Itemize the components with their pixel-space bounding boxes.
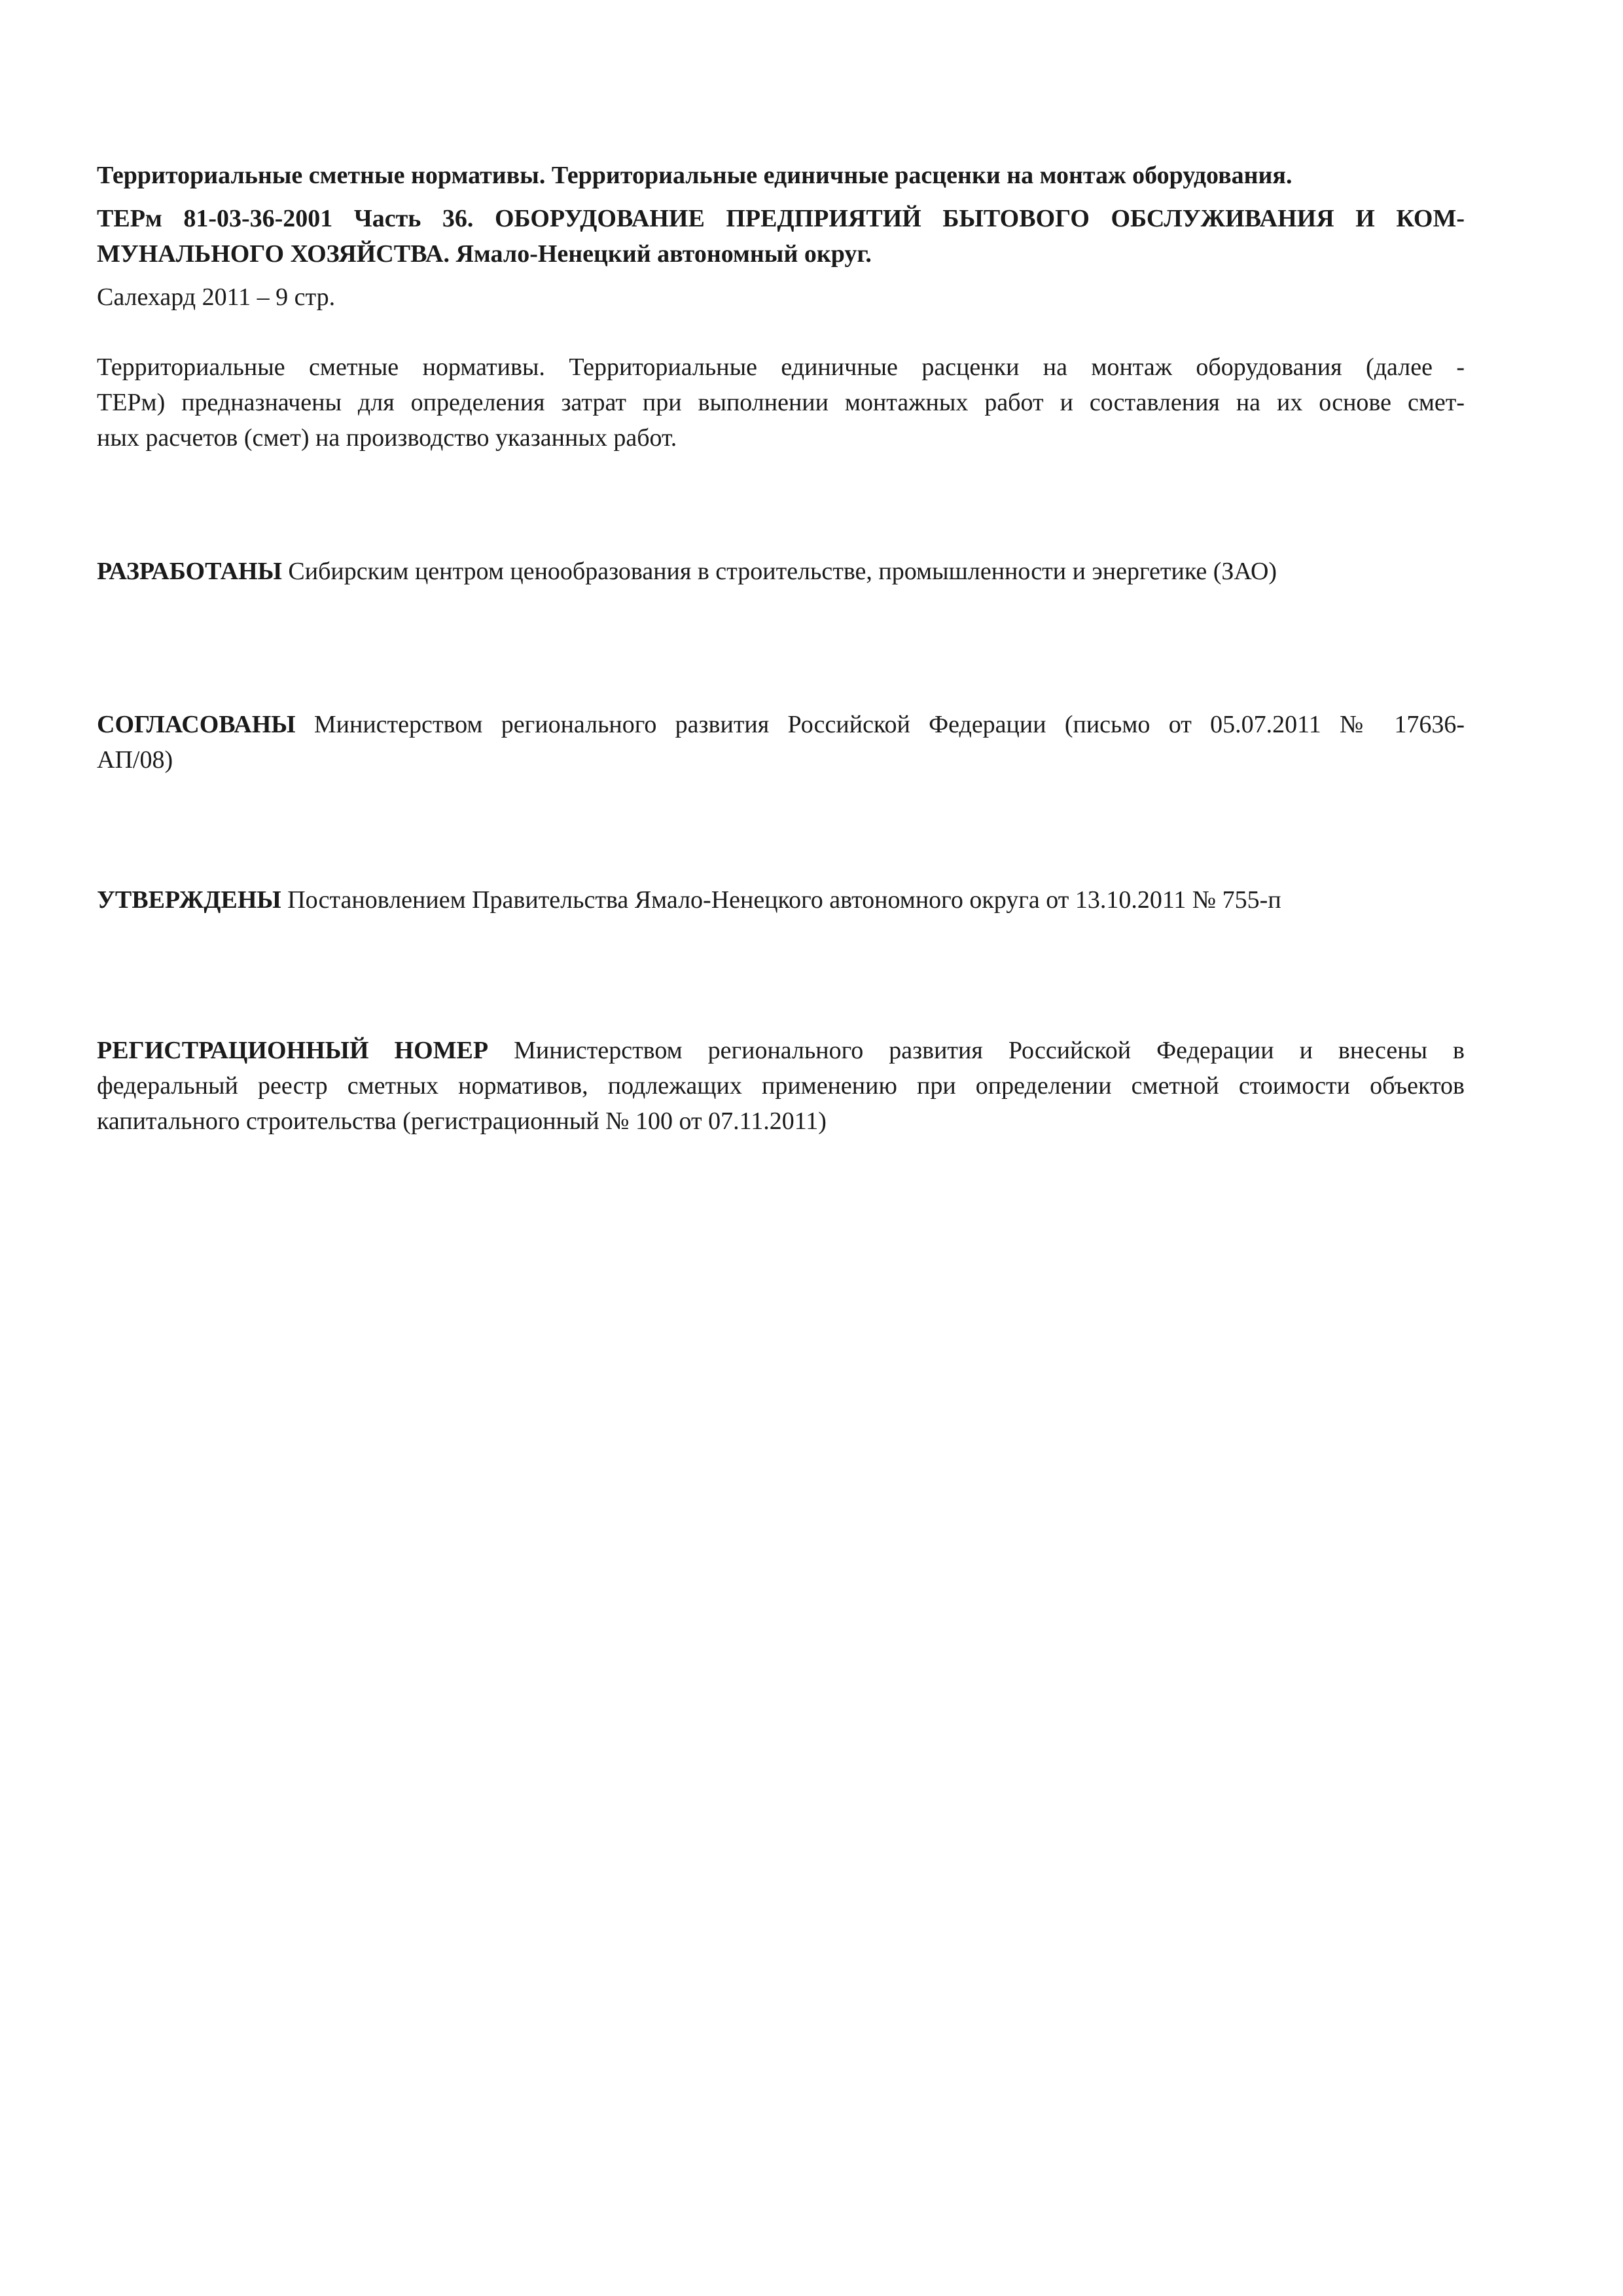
agreed-paragraph (97, 707, 1465, 778)
subtitle-line-1: ТЕРм 81-03-36-2001 Часть 36. ОБОРУДОВАНИЕ ПРЕДПРИЯТИЙ БЫТОВОГО ОБСЛУЖИВАНИЯ И КОМ- (97, 205, 1465, 232)
approved-paragraph (97, 882, 1465, 918)
subtitle-line-2-upper: МУНАЛЬНОГО ХОЗЯЙСТВА. (97, 240, 450, 268)
imprint-line: Салехард 2011 – 9 стр. (97, 283, 336, 311)
agreed-line-2: АП/08) (97, 746, 173, 774)
agreed-text-1: Министерством регионального развития Российской Федерации (письмо от 05.07.2011 № 17636- (295, 711, 1465, 738)
agreed-label: СОГЛАСОВАНЫ (97, 711, 296, 738)
document-subtitle (97, 201, 1465, 272)
subtitle-line-2 (97, 236, 1465, 272)
registration-label: РЕГИСТРАЦИОННЫЙ НОМЕР (97, 1037, 489, 1064)
document-title: Территориальные сметные нормативы. Территориальные единичные расценки на монтаж оборудования. (97, 162, 1293, 189)
developed-text: Сибирским центром ценообразования в строительстве, промышленности и энергетике (ЗАО) (281, 558, 1277, 585)
intro-line-2: ТЕРм) предназначены для определения затрат при выполнении монтажных работ и составления на их основе смет- (97, 389, 1465, 416)
approved-text: Постановлением Правительства Ямало-Ненецкого автономного округа от 13.10.2011 № 755-п (281, 886, 1281, 914)
registration-line-3: капитального строительства (регистрационный № 100 от 07.11.2011) (97, 1107, 827, 1135)
registration-text-1: Министерством регионального развития Российской Федерации и внесены в (488, 1037, 1465, 1064)
registration-line-1 (97, 1033, 1465, 1068)
developed-label: РАЗРАБОТАНЫ (97, 558, 282, 585)
subtitle-line-2-rest: Ямало-Ненецкий автономный округ. (449, 240, 872, 268)
intro-paragraph (97, 350, 1465, 456)
developed-paragraph (97, 554, 1465, 589)
registration-line-2: федеральный реестр сметных нормативов, подлежащих применению при определении сметной стоимости объектов (97, 1072, 1465, 1100)
intro-line-3: ных расчетов (смет) на производство указанных работ. (97, 424, 677, 452)
agreed-line-1 (97, 707, 1465, 742)
intro-line-1: Территориальные сметные нормативы. Территориальные единичные расценки на монтаж оборудования (далее - (97, 353, 1465, 381)
approved-label: УТВЕРЖДЕНЫ (97, 886, 281, 914)
registration-paragraph (97, 1033, 1465, 1139)
